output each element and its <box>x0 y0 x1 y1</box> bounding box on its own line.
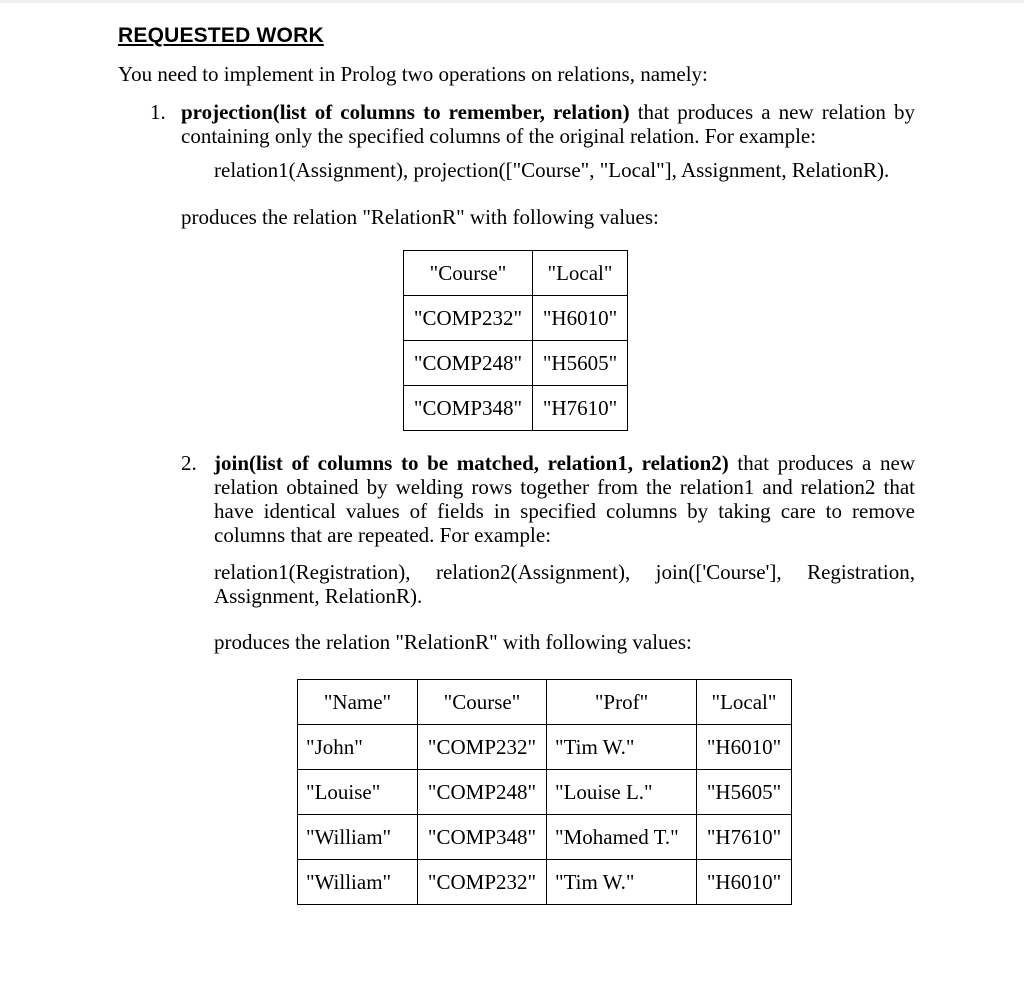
table-row <box>298 815 792 860</box>
table-cell: "H5605" <box>533 341 628 386</box>
join-result-table <box>297 679 792 905</box>
item1-signature: projection(list of columns to remember, relation) <box>181 100 630 124</box>
table-header-cell: "Prof" <box>547 680 697 725</box>
table-row <box>404 296 628 341</box>
table-cell: "H6010" <box>697 860 792 905</box>
item2-produces: produces the relation "RelationR" with following values: <box>214 630 692 654</box>
table-cell: "COMP348" <box>404 386 533 431</box>
table-header-cell: "Local" <box>697 680 792 725</box>
table-row <box>404 341 628 386</box>
table-row <box>298 770 792 815</box>
table-cell: "COMP248" <box>418 770 547 815</box>
table-header-row <box>404 251 628 296</box>
table-header-cell: "Local" <box>533 251 628 296</box>
section-heading: REQUESTED WORK <box>118 24 324 47</box>
table-cell: "COMP248" <box>404 341 533 386</box>
table-cell: "H6010" <box>697 725 792 770</box>
table-cell: "H7610" <box>697 815 792 860</box>
table-cell: "H6010" <box>533 296 628 341</box>
table-row <box>298 725 792 770</box>
table-cell: "COMP232" <box>404 296 533 341</box>
table-cell: "Tim W." <box>547 860 697 905</box>
table-row <box>298 860 792 905</box>
item1-produces: produces the relation "RelationR" with following values: <box>181 205 659 229</box>
table-cell: "H7610" <box>533 386 628 431</box>
item2-description-text: that produces a new relation obtained by welding rows together from the relation1 and relation2 that have identical values of fields in specified columns by taking care to remove columns that are repeated. For example: <box>214 451 916 547</box>
table-row <box>404 386 628 431</box>
item2-description <box>214 451 915 547</box>
page-top-border <box>0 0 1024 3</box>
table-header-cell: "Course" <box>404 251 533 296</box>
item2-signature: join(list of columns to be matched, relation1, relation2) <box>214 451 729 475</box>
table-header-cell: "Course" <box>418 680 547 725</box>
intro-paragraph: You need to implement in Prolog two operations on relations, namely: <box>118 62 708 86</box>
table-cell: "Mohamed T." <box>547 815 697 860</box>
item1-number: 1. <box>150 100 166 124</box>
table-header-row <box>298 680 792 725</box>
item2-number: 2. <box>181 451 197 475</box>
projection-result-table <box>403 250 628 431</box>
table-cell: "William" <box>298 860 418 905</box>
item2-example: relation1(Registration), relation2(Assignment), join(['Course'], Registration, Assignment, RelationR). <box>214 560 915 608</box>
table-cell: "Tim W." <box>547 725 697 770</box>
table-cell: "Louise" <box>298 770 418 815</box>
table-cell: "John" <box>298 725 418 770</box>
table-cell: "Louise L." <box>547 770 697 815</box>
item1-description <box>181 100 915 148</box>
item1-example: relation1(Assignment), projection(["Course", "Local"], Assignment, RelationR). <box>214 158 890 182</box>
item1-description-text: that produces a new relation by containing only the specified columns of the original relation. For example: <box>181 100 915 148</box>
table-cell: "William" <box>298 815 418 860</box>
table-cell: "H5605" <box>697 770 792 815</box>
table-cell: "COMP232" <box>418 725 547 770</box>
table-cell: "COMP348" <box>418 815 547 860</box>
table-header-cell: "Name" <box>298 680 418 725</box>
table-cell: "COMP232" <box>418 860 547 905</box>
